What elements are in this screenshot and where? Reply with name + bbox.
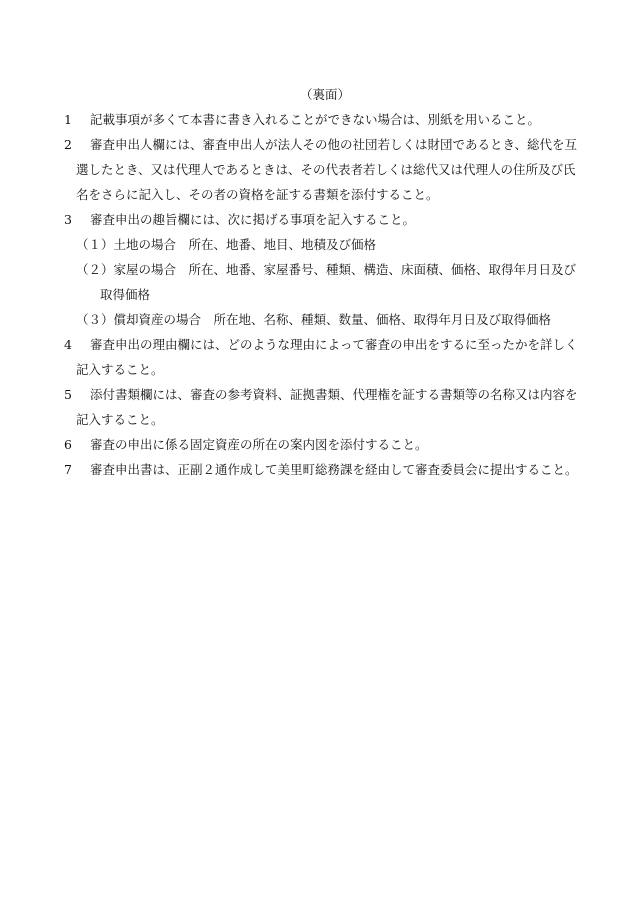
item-text: 審査申出の趣旨欄には、次に掲げる事項を記入すること。: [90, 212, 416, 227]
item-text: 審査申出の理由欄には、どのような理由によって審査の申出をするに至ったかを詳しく: [90, 337, 578, 352]
item-text: 添付書類欄には、審査の参考資料、証拠書類、代理権を証する書類等の名称又は内容を: [90, 387, 578, 402]
item-text: 審査申出人欄には、審査申出人が法人その他の社団若しくは財団であるとき、総代を互: [90, 137, 578, 152]
page-heading: （裏面）: [300, 87, 351, 102]
item-number: 7: [64, 462, 72, 477]
item-number: 6: [64, 437, 72, 452]
item-text: 審査の申出に係る固定資産の所在の案内図を添付すること。: [90, 437, 428, 452]
item-text: 記載事項が多くて本書に書き入れることができない場合は、別紙を用いること。: [90, 112, 541, 127]
item-text: 記入すること。: [76, 412, 164, 427]
item-text: 審査申出書は、正副２通作成して美里町総務課を経由して審査委員会に提出すること。: [90, 462, 578, 477]
item-number: 1: [64, 112, 72, 127]
item-number: 2: [64, 137, 72, 152]
sub-item-text: （２）家屋の場合 所在、地番、家屋番号、種類、構造、床面積、価格、取得年月日及び: [76, 262, 577, 277]
item-number: 3: [64, 212, 72, 227]
item-number: 4: [64, 337, 72, 352]
sub-item-text: 取得価格: [100, 287, 151, 302]
item-text: 名をさらに記入し、その者の資格を証する書類を添付すること。: [76, 187, 439, 202]
item-number: 5: [64, 387, 72, 402]
item-text: 選したとき、又は代理人であるときは、その代表者若しくは総代又は代理人の住所及び氏: [76, 162, 576, 177]
sub-item-text: （１）土地の場合 所在、地番、地目、地積及び価格: [76, 237, 377, 252]
item-text: 記入すること。: [76, 362, 164, 377]
sub-item-text: （３）償却資産の場合 所在地、名称、種類、数量、価格、取得年月日及び取得価格: [76, 312, 552, 327]
